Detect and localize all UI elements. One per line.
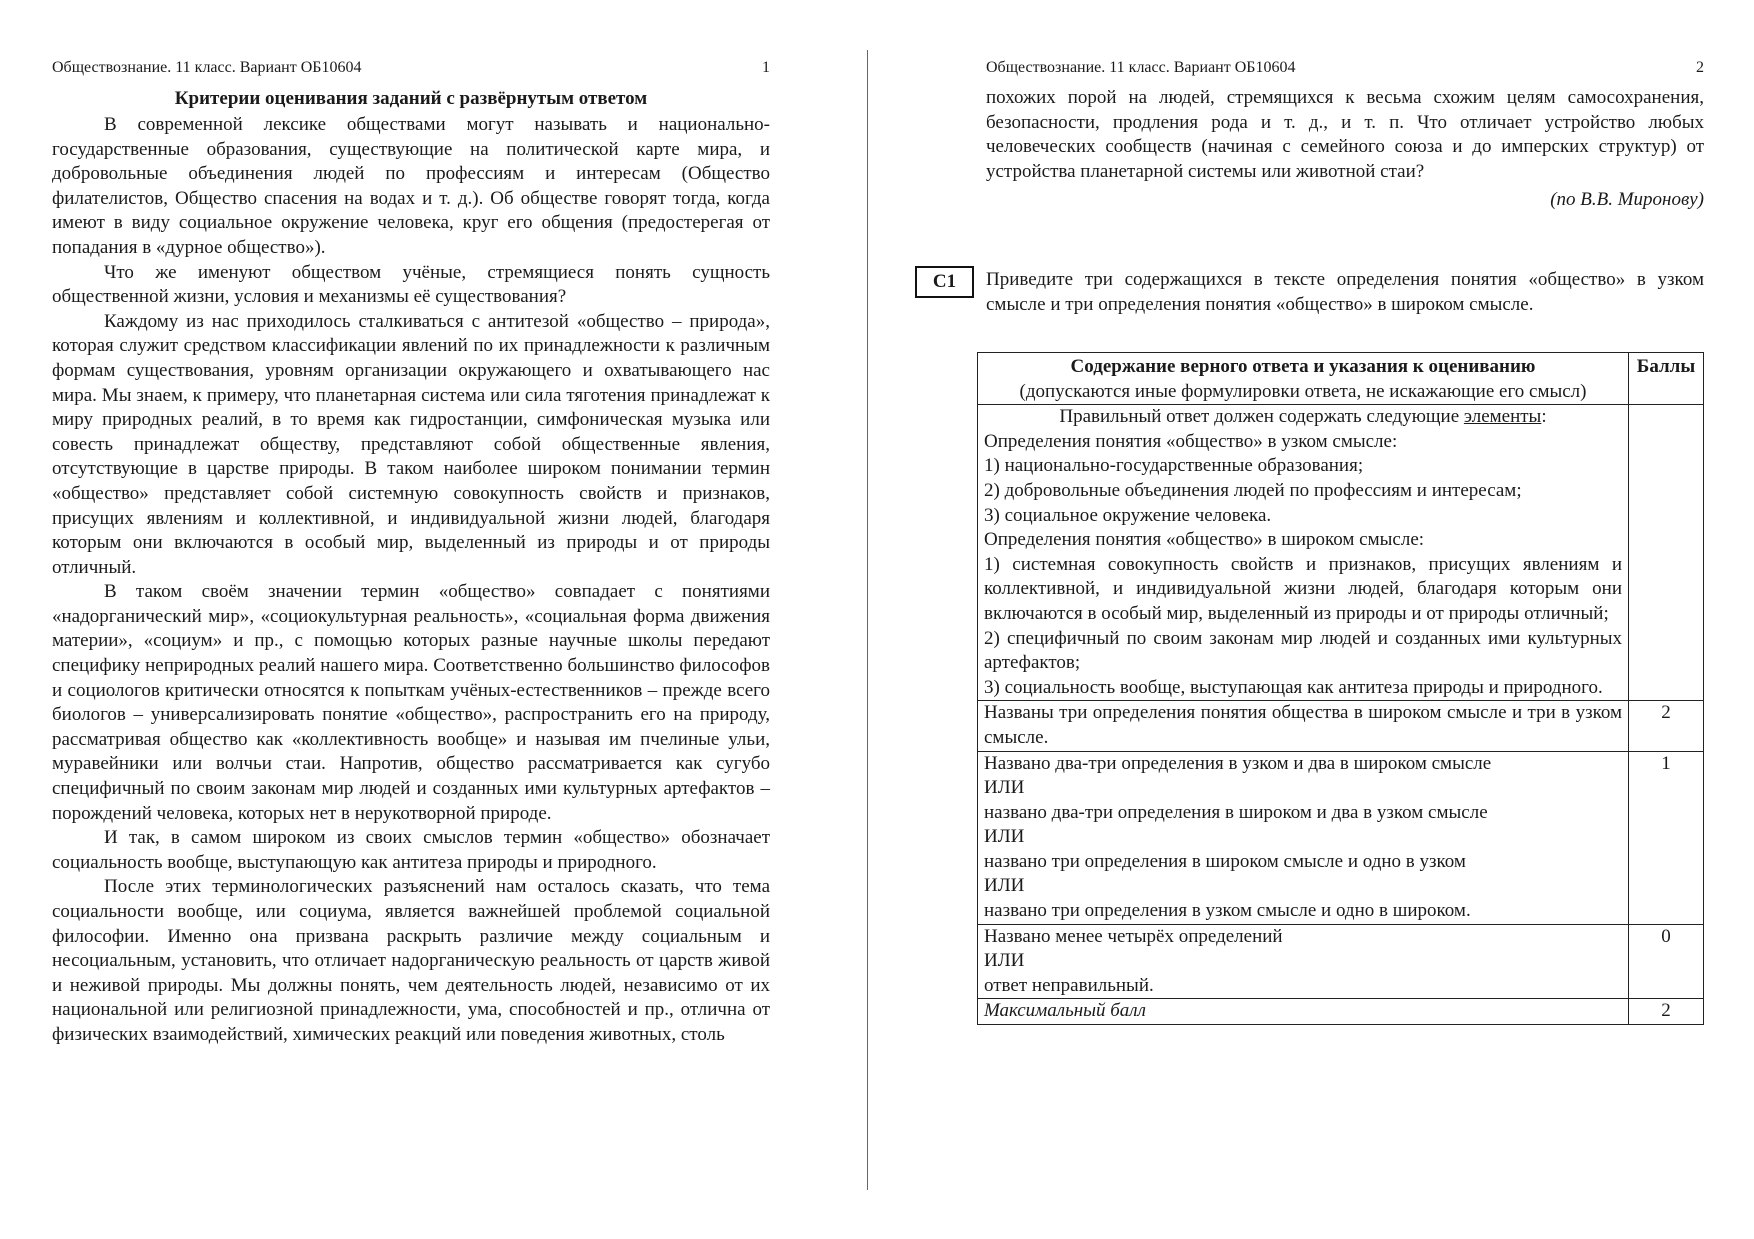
criterion-text: Названы три определения понятия общества в широком смысле и три в узком смысле. <box>978 701 1629 751</box>
answer-line: 1) системная совокупность свойств и признаков, присущих явлениям и коллективной, и индивидуальной жизни людей, благодаря которым они включаются в особый мир, выделенный из природы и от природы отличный; <box>984 553 1622 624</box>
criterion-text: Названо менее четырёх определений ИЛИ ответ неправильный. <box>978 924 1629 999</box>
answer-line: 3) социальное окружение человека. <box>984 504 1272 526</box>
max-score-value: 2 <box>1629 999 1704 1025</box>
left-page <box>52 0 770 1239</box>
page-number: 1 <box>762 59 770 76</box>
header-score: Баллы <box>1629 353 1704 405</box>
answer-line: Определения понятия «общество» в узком смысле: <box>984 430 1398 452</box>
score-cell: 2 <box>1629 701 1704 751</box>
article-continuation <box>986 86 1704 213</box>
header-sub: (допускаются иные формулировки ответа, не искажающие его смысл) <box>1019 380 1587 402</box>
paragraph: Что же именуют обществом учёные, стремящиеся понять сущность общественной жизни, условия и механизмы её существования? <box>52 261 770 308</box>
paragraph: Каждому из нас приходилось сталкиваться с антитезой «общество – природа», которая служит средством классификации явлений по их принадлежности к различным формам существования, уровням организации окружающего и охватывающего нас мира. Мы знаем, к примеру, что планетарная система или сила тяготения принадлежат к миру природных реалий, в то время как гидростанции, симфоническая музыка или совесть принадлежат обществу, представляют собой общественные явления, отсутствующие в царстве природы. В таком наиболее широком понимании термин «общество» представляет собой системную совокупность свойств и признаков, присущих явлениям и коллективной, и индивидуальной жизни людей, благодаря которым они включаются в особый мир, выделенный из природы и от природы отличный. <box>52 310 770 578</box>
answer-line: 2) добровольные объединения людей по профессиям и интересам; <box>984 479 1522 501</box>
task-text: Приведите три содержащихся в тексте определения понятия «общество» в узком смысле и три определения понятия «общество» в широком смысле. <box>986 269 1704 315</box>
page-title: Критерии оценивания заданий с развёрнутым ответом <box>174 88 648 109</box>
paragraph: похожих порой на людей, стремящихся к весьма схожим целям самосохранения, безопасности, продления рода и т. д., и т. п. Что отличает устройство любых человеческих сообществ (начиная с семейного союза и до имперских структур) от устройства планетарной системы или животной стаи? <box>986 87 1704 182</box>
article-text <box>52 113 770 1048</box>
page-number: 2 <box>1696 59 1704 76</box>
paragraph: После этих терминологических разъяснений нам осталось сказать, что тема социальности вообще, или социума, является важнейшей проблемой социальной философии. Именно она призвана раскрыть различие между социальным и несоциальным, установить, что отличает надорганическую реальность от царств живой и неживой природы. Мы должны понять, чем деятельность людей, независимо от их национальной или религиозной принадлежности, ума, способностей и пр., отлична от физических взаимодействий, химических реакций или поведения животных, столь <box>52 876 770 1045</box>
paragraph: В современной лексике обществами могут называть и национально-государственные образования, существующие на политической карте мира, и добровольные объединения людей по профессиям и интересам (Общество филателистов, Общество спасения на водах и т. д.). Об обществе говорят тогда, когда имеют в виду социальное окружение человека, круг его общения (предостерегая от попадания в «дурное общество»). <box>52 114 770 258</box>
answer-elements <box>978 405 1629 701</box>
table-row <box>978 924 1704 999</box>
criterion-text: Названо два-три определения в узком и два в широком смысле ИЛИ названо два-три определения в широком и два в узком смысле ИЛИ названо три определения в широком смысле и одно в узком ИЛИ названо три определения в узком смысле и одно в широком. <box>978 751 1629 924</box>
running-head-right <box>986 59 1704 77</box>
answer-line: 1) национально-государственные образования; <box>984 455 1364 477</box>
table-row <box>978 701 1704 751</box>
score-cell <box>1629 405 1704 701</box>
header-title: Обществознание. 11 класс. Вариант ОБ10604 <box>52 59 362 76</box>
table-row <box>978 405 1704 701</box>
table-header-row <box>978 353 1704 405</box>
page-divider <box>867 50 868 1190</box>
max-score-label: Максимальный балл <box>978 999 1629 1025</box>
answer-line: Определения понятия «общество» в широком смысле: <box>984 529 1425 551</box>
running-head-left <box>52 59 770 77</box>
header-main: Содержание верного ответа и указания к оцениванию <box>1070 356 1536 377</box>
table-row <box>978 751 1704 924</box>
answer-line: 2) специфичный по своим законам мир людей и созданных ими культурных артефактов; <box>984 627 1622 674</box>
max-score-row <box>978 999 1704 1025</box>
paragraph: В таком своём значении термин «общество» совпадает с понятиями «надорганический мир», «социокультурная реальность», «социальная форма движения материи», «социум» и пр., с помощью которых разные научные школы передают специфику неприродных реалий нашего мира. Соответственно большинство философов и социологов критически относятся к попыткам учёных-естественников – прежде всего биологов – универсализировать понятие «общество», распространить его на природу, рассматривая общество как «коллективность вообще» и называя им пчелиные ульи, муравейники или волчьи стаи. Напротив, общество рассматривается как сугубо специфичный по своим законам мир людей и созданных ими культурных артефактов – порождений человека, которых нет в нерукотворной природе. <box>52 581 770 824</box>
attribution: (по В.В. Миронову) <box>1550 189 1704 211</box>
score-cell: 0 <box>1629 924 1704 999</box>
paragraph: И так, в самом широком из своих смыслов термин «общество» обозначает социальность вообще, выступающую как антитеза природы и природного. <box>52 827 770 873</box>
header-title: Обществознание. 11 класс. Вариант ОБ10604 <box>986 59 1296 76</box>
criteria-table <box>977 352 1704 1025</box>
score-cell: 1 <box>1629 751 1704 924</box>
answer-line: 3) социальность вообще, выступающая как антитеза природы и природного. <box>984 676 1603 698</box>
header-content <box>978 353 1629 405</box>
answer-intro: Правильный ответ должен содержать следующие элементы: <box>1059 406 1547 428</box>
right-page <box>932 0 1704 1239</box>
task-label: С1 <box>915 266 974 298</box>
